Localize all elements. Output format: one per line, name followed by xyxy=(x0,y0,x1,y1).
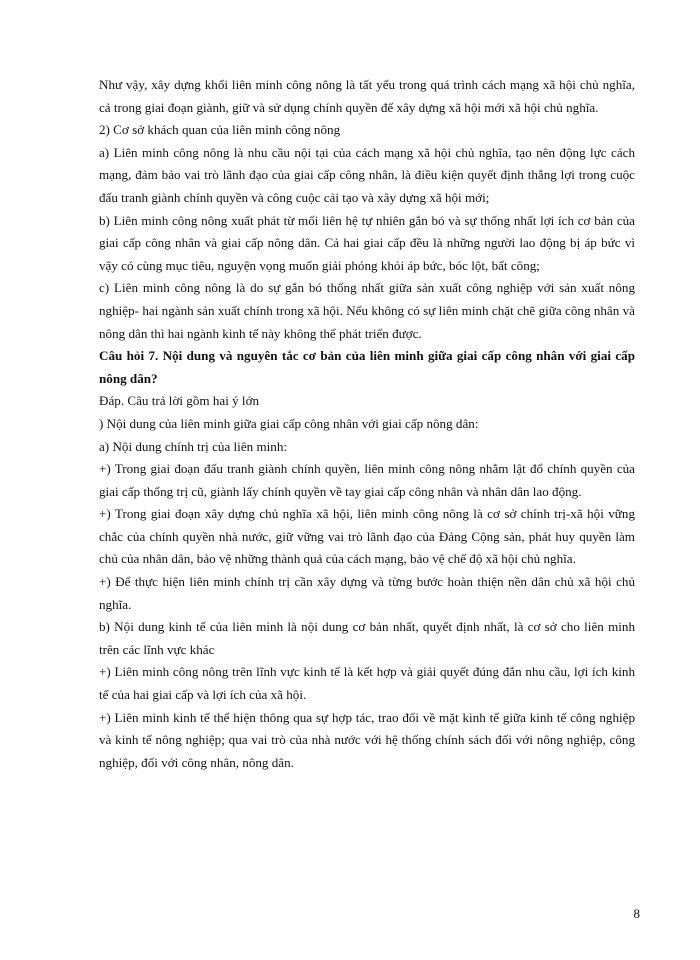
section-heading-objective-basis: 2) Cơ sở khách quan của liên minh công nông xyxy=(99,122,341,138)
bullet-economic-1: +) Liên minh công nông trên lĩnh vực kinh tế là kết hợp và giải quyết đúng đắn nhu cầu, lợi ích kinh tế của hai giai cấp và lợi ích của xã hội. xyxy=(99,664,635,703)
subheading-economic-content: b) Nội dung kinh tế của liên minh là nội dung cơ bản nhất, quyết định nhất, là cơ sở cho liên minh trên các lĩnh vực khác xyxy=(99,619,635,657)
document-body xyxy=(99,74,635,774)
bullet-political-3: +) Để thực hiện liên minh chính trị cần xây dựng và từng bước hoàn thiện nền dân chủ xã hội chủ nghĩa. xyxy=(99,574,635,612)
answer-intro: Đáp. Câu trả lời gồm hai ý lớn xyxy=(99,393,260,409)
paragraph-summary: Như vậy, xây dựng khối liên minh công nông là tất yếu trong quá trình cách mạng xã hội chủ nghĩa, cả trong giai đoạn giành, giữ và sử dụng chính quyền để xây dựng xã hội mới xã hội chủ nghĩa. xyxy=(99,77,635,115)
paragraph-point-b: b) Liên minh công nông xuất phát từ mối liên hệ tự nhiên gắn bó và sự thống nhất lợi ích cơ bản của giai cấp công nhân và giai cấp nông dân. Cả hai giai cấp đều là những người lao động bị áp bức vì vậy có cùng mục tiêu, nguyện vọng muốn giải phóng khỏi áp bức, bóc lột, bất công; xyxy=(99,212,635,273)
subheading-alliance-content: ) Nội dung của liên minh giữa giai cấp công nhân với giai cấp nông dân: xyxy=(99,415,479,431)
paragraph-point-a: a) Liên minh công nông là nhu cầu nội tại của cách mạng xã hội chủ nghĩa, tạo nên động lực cách mạng, đảm bảo vai trò lãnh đạo của giai cấp công nhân, là điều kiện quyết định thắng lợi trong cuộc đấu tranh giành chính quyền và công cuộc cải tạo và xây dựng xã hội mới; xyxy=(99,144,635,205)
bullet-economic-2: +) Liên minh kinh tế thể hiện thông qua sự hợp tác, trao đổi về mặt kinh tế giữa kinh tế công nghiệp và kinh tế nông nghiệp; qua vai trò của nhà nước với hệ thống chính sách đối với nông nghiệp, công nghiệp, đối với công nhân, nông dân. xyxy=(99,709,635,770)
question-heading-7: Câu hỏi 7. Nội dung và nguyên tắc cơ bản của liên minh giữa giai cấp công nhân với giai cấp nông dân? xyxy=(99,348,635,386)
page-number: 8 xyxy=(633,906,640,921)
paragraph-point-c: c) Liên minh công nông là do sự gắn bó thống nhất giữa sản xuất công nghiệp với sản xuất nông nghiệp- hai ngành sản xuất chính trong xã hội. Nếu không có sự liên minh chặt chẽ giữa công nhân và nông dân thì hai ngành kinh tế này không thể phát triển được. xyxy=(99,280,635,341)
bullet-political-2: +) Trong giai đoạn xây dựng chủ nghĩa xã hội, liên minh công nông là cơ sở chính trị-xã hội vững chắc của chính quyền nhà nước, giữ vững vai trò lãnh đạo của Đảng Cộng sản, phát huy quyền làm chủ của nhân dân, bảo vệ những thành quả của cách mạng, bảo vệ chế độ xã hội chủ nghĩa. xyxy=(99,506,635,567)
bullet-political-1: +) Trong giai đoạn đấu tranh giành chính quyền, liên minh công nông nhằm lật đổ chính quyền của giai cấp thống trị cũ, giành lấy chính quyền về tay giai cấp công nhân và nhân dân lao động. xyxy=(99,461,635,499)
subheading-political-content: a) Nội dung chính trị của liên minh: xyxy=(99,438,287,454)
